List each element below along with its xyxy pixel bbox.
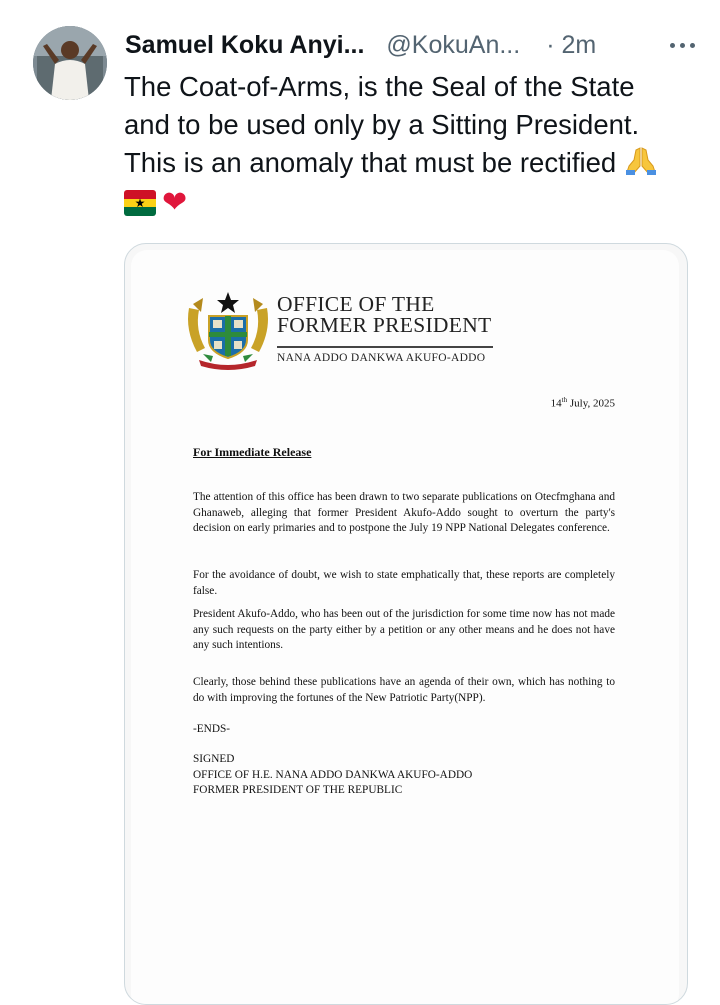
tweet-text (124, 68, 704, 182)
signed-title: FORMER PRESIDENT OF THE REPUBLIC (193, 784, 403, 796)
author-name[interactable]: Samuel Koku Anyi... (125, 30, 365, 59)
office-title-line1: OFFICE OF THE (277, 292, 435, 316)
ghana-flag-emoji (124, 190, 156, 216)
date-rest: July, 2025 (567, 397, 615, 410)
coat-of-arms-icon (183, 290, 273, 370)
black-star-icon: ★ (134, 196, 146, 210)
author-handle[interactable]: @KokuAn... (386, 30, 521, 59)
emoji-row (124, 188, 187, 218)
more-options-icon[interactable] (664, 32, 700, 58)
release-label: For Immediate Release (193, 445, 312, 459)
press-release-document (131, 250, 679, 1005)
tweet-body: The Coat-of-Arms, is the Seal of the State and to be used only by a Sitting President. This is an anomaly that must be rectified (124, 71, 640, 178)
paragraph: For the avoidance of doubt, we wish to state emphatically that, these reports are completely false. (193, 569, 615, 597)
paragraph: The attention of this office has been drawn to two separate publications on Otecfmghana and Ghanaweb, alleging that former President Akufo-Addo sought to overturn the party's decision on early primaries and to postpone the July 19 NPP National Delegates conference. (193, 491, 615, 534)
tweet-media-image[interactable] (124, 243, 688, 1005)
paragraph: Clearly, those behind these publications have an agenda of their own, which has nothing to do with improving the fortunes of the New Patriotic Party(NPP). (193, 676, 615, 704)
document-date (551, 396, 615, 410)
office-subtitle: NANA ADDO DANKWA AKUFO-ADDO (277, 352, 486, 364)
signed-office: OFFICE OF H.E. NANA ADDO DANKWA AKUFO-ADDO (193, 768, 473, 781)
paragraph: President Akufo-Addo, who has been out of the jurisdiction for some time now has not made any such requests on the party either by a petition or any other means and he does not have any such intentions. (193, 608, 615, 651)
signed-line: SIGNED (193, 753, 235, 765)
date-day: 14 (550, 397, 562, 410)
avatar[interactable] (33, 26, 107, 100)
folded-hands-emoji (624, 144, 658, 182)
date-suffix: th (561, 396, 568, 404)
office-title-line2: FORMER PRESIDENT (277, 313, 492, 337)
timestamp[interactable]: · 2m (546, 30, 597, 59)
ends-marker: -ENDS- (193, 723, 231, 735)
signature-block (193, 752, 472, 799)
office-title (277, 294, 491, 336)
tweet-header (125, 28, 700, 62)
title-divider (277, 346, 493, 348)
avatar-photo (33, 26, 107, 100)
red-heart-emoji: ❤ (162, 186, 188, 219)
